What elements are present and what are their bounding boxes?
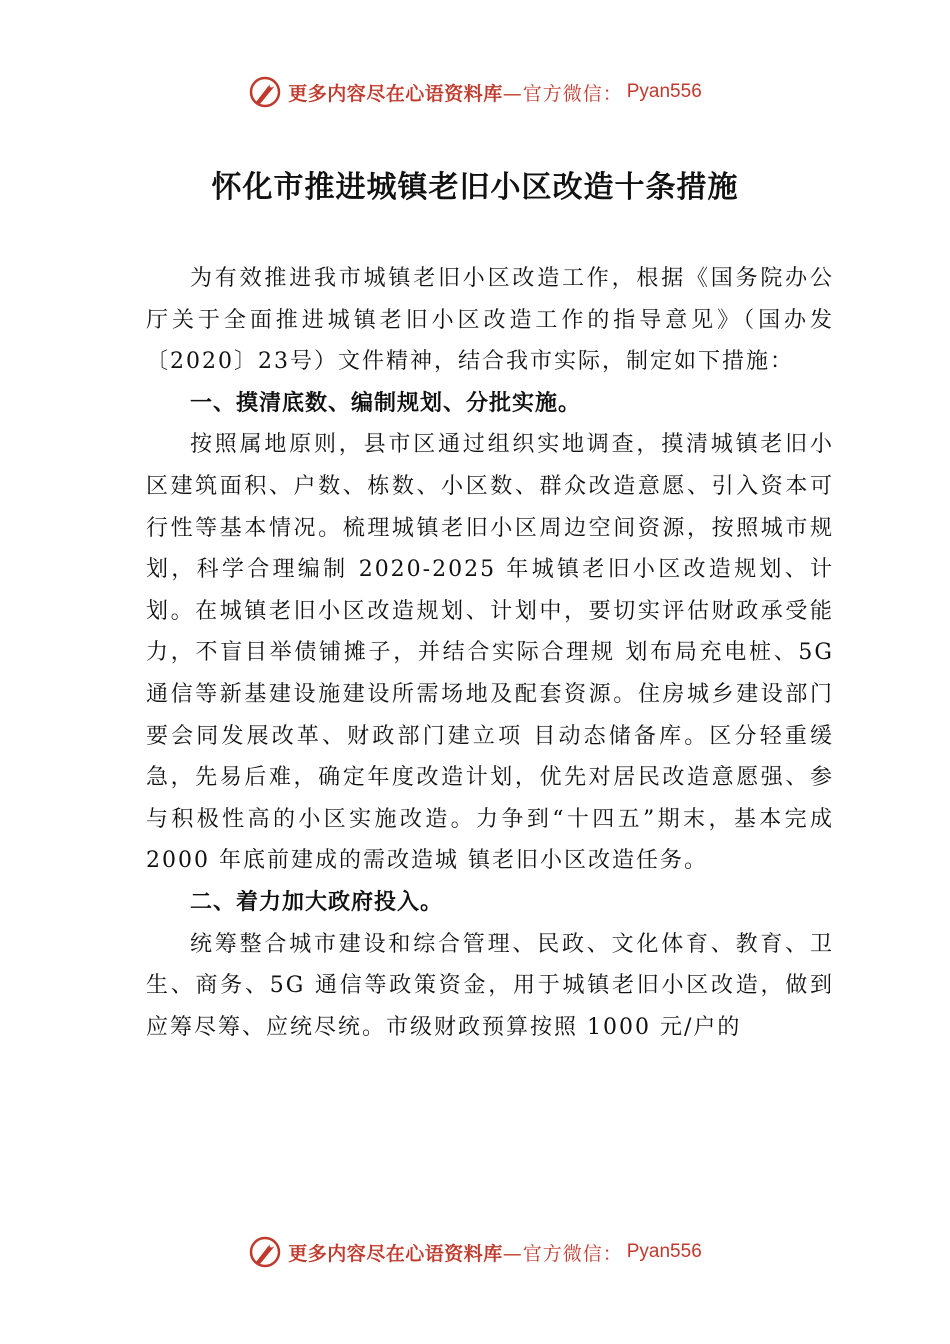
intro-paragraph: 为有效推进我市城镇老旧小区改造工作，根据《国务院办公厅关于全面推进城镇老旧小区改造工作的指导意见》（国办发〔2020〕23号）文件精神，结合我市实际，制定如下措施： bbox=[146, 266, 834, 375]
footer-watermark bbox=[0, 1232, 950, 1272]
header-brand-text: 更多内容尽在心语资料库 bbox=[288, 82, 503, 105]
header-wechat-label: —官方微信： bbox=[502, 82, 623, 105]
section-1-heading: 一、摸清底数、编制规划、分批实施。 bbox=[190, 390, 582, 416]
footer-wechat-id: Pyan556 bbox=[626, 1241, 702, 1262]
document-body bbox=[146, 258, 834, 1048]
pen-nib-logo-icon bbox=[248, 1235, 282, 1269]
footer-brand-text: 更多内容尽在心语资料库 bbox=[288, 1242, 503, 1265]
pen-nib-logo-icon bbox=[248, 75, 282, 109]
section-2-paragraph: 统筹整合城市建设和综合管理、民政、文化体育、教育、卫生、商务、5G 通信等政策资金，用于城镇老旧小区改造，做到应筹尽筹、应统尽统。市级财政预算按照 1000 元/户的 bbox=[146, 931, 834, 1040]
footer-wechat-label: —官方微信： bbox=[502, 1242, 623, 1265]
section-1-paragraph: 按照属地原则，县市区通过组织实地调查，摸清城镇老旧小区建筑面积、户数、栋数、小区数、群众改造意愿、引入资本可行性等基本情况。梳理城镇老旧小区周边空间资源，按照城市规划，科学合理编制 2020-2025 年城镇老旧小区改造规划、计划。在城镇老旧小区改造规划、计划中，要切实评估财政承受能力，不盲目举债铺摊子，并结合实际合理规 划布局充电桩、5G 通信等新基建设施建设所需场地及配套资源。住房城乡建设部门要会同发展改革、财政部门建立项 目动态储备库。区分轻重缓急，先易后难，确定年度改造计划，优先对居民改造意愿强、参与积极性高的小区实施改造。力争到“十四五”期末，基本完成 2000 年底前建成的需改造城 镇老旧小区改造任务。 bbox=[146, 432, 834, 874]
header-watermark bbox=[0, 72, 950, 112]
header-wechat-id: Pyan556 bbox=[626, 81, 702, 102]
document-title: 怀化市推进城镇老旧小区改造十条措施 bbox=[211, 170, 739, 205]
section-2-heading: 二、着力加大政府投入。 bbox=[190, 889, 444, 915]
